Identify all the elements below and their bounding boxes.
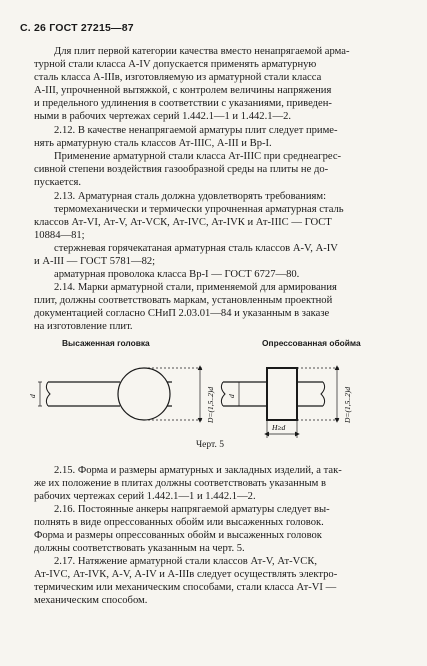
dim-d-label: d [28, 394, 37, 398]
text-line: 2.13. Арматурная сталь должна удовлетворять требованиям: [54, 191, 327, 202]
figure-number: Черт. 5 [196, 440, 224, 450]
text-line: и предельного удлинения в соответствии с указаниями, приведен- [34, 98, 332, 109]
text-line: термомеханически и термически упрочненная арматурная сталь [54, 204, 344, 215]
text-line: на изготовление плит. [34, 321, 133, 332]
text-line: 10884—81; [34, 230, 85, 241]
dim-D-label: D=(1,5..2)d [206, 386, 215, 423]
text-line: рабочих чертежах серий 1.442.1—1 и 1.442.1—2. [34, 491, 256, 502]
text-line: нять арматурную сталь классов Ат-IIIС, А-III и Вр-I. [34, 138, 272, 149]
text-line: механическим способом. [34, 595, 148, 606]
text-line: Ат-IVC, Ат-IVК, А-V, А-IV и А-IIIв следует осуществлять электро- [34, 569, 338, 580]
text-line: 2.12. В качестве ненапрягаемой арматуры плит следует приме- [54, 125, 338, 136]
text-line: классов Ат-VI, Ат-V, Ат-VСК, Ат-IVC, Ат-IVК и Ат-IIIС — ГОСТ [34, 217, 332, 228]
dim-D-label: D=(1,5..2)d [343, 386, 352, 423]
text-line: должны соответствовать указанным на черт. 5. [34, 543, 245, 554]
text-line: Применение арматурной стали класса Ат-IIIС при среднеагрес- [54, 151, 342, 162]
text-line: и А-III — ГОСТ 5781—82; [34, 256, 156, 267]
text-line: 2.16. Постоянные анкеры напрягаемой арматуры следует вы- [54, 504, 330, 515]
text-line: сивной степени воздействия газообразной среды на плиты не до- [34, 164, 329, 175]
text-line: 2.14. Марки арматурной стали, применяемой для армирования [54, 282, 337, 293]
text-line: 2.15. Форма и размеры арматурных и закладных изделий, а так- [54, 465, 342, 476]
text-line: сталь класса А-IIIв, изготовляемую из арматурной стали класса [34, 72, 322, 83]
dim-d-label: d [227, 394, 236, 398]
text-line: пускается. [34, 177, 82, 188]
text-line: плит, должны соответствовать маркам, установленным проектной [34, 295, 333, 306]
upset-head-drawing [20, 350, 220, 450]
text-line: арматурная проволока класса Вр-I — ГОСТ 6727—80. [54, 269, 300, 280]
pressed-sleeve-drawing [213, 350, 373, 450]
text-line: ными в рабочих чертежах серий 1.442.1—1 и 1.442.1—2. [34, 111, 292, 122]
text-line: А-III, упрочненной вытяжкой, с контролем величины напряжения [34, 85, 332, 96]
text-line: турной стали класса А-IV допускается применять арматурную [34, 59, 317, 70]
dim-H-label: H≥d [272, 423, 286, 432]
figure-caption-upset-head: Высаженная головка [62, 338, 150, 348]
text-line: документацией согласно СНиП 2.03.01—84 и указанным в заказе [34, 308, 330, 319]
text-line: термическим или механическим способами, стали класса Ат-VI — [34, 582, 337, 593]
running-title: С. 26 ГОСТ 27215—87 [20, 22, 134, 34]
text-line: 2.17. Натяжение арматурной стали классов Ат-V, Ат-VСК, [54, 556, 318, 567]
figure-caption-pressed-sleeve: Опрессованная обойма [262, 338, 361, 348]
text-line: стержневая горячекатаная арматурная сталь классов А-V, А-IV [54, 243, 338, 254]
text-line: же их положение в плитах должны соответствовать указанным в [34, 478, 326, 489]
text-line: полнять в виде опрессованных обойм или высаженных головок. [34, 517, 324, 528]
text-line: Для плит первой категории качества вместо ненапрягаемой арма- [54, 46, 350, 57]
text-line: Форма и размеры опрессованных обойм и высаженных головок [34, 530, 322, 541]
